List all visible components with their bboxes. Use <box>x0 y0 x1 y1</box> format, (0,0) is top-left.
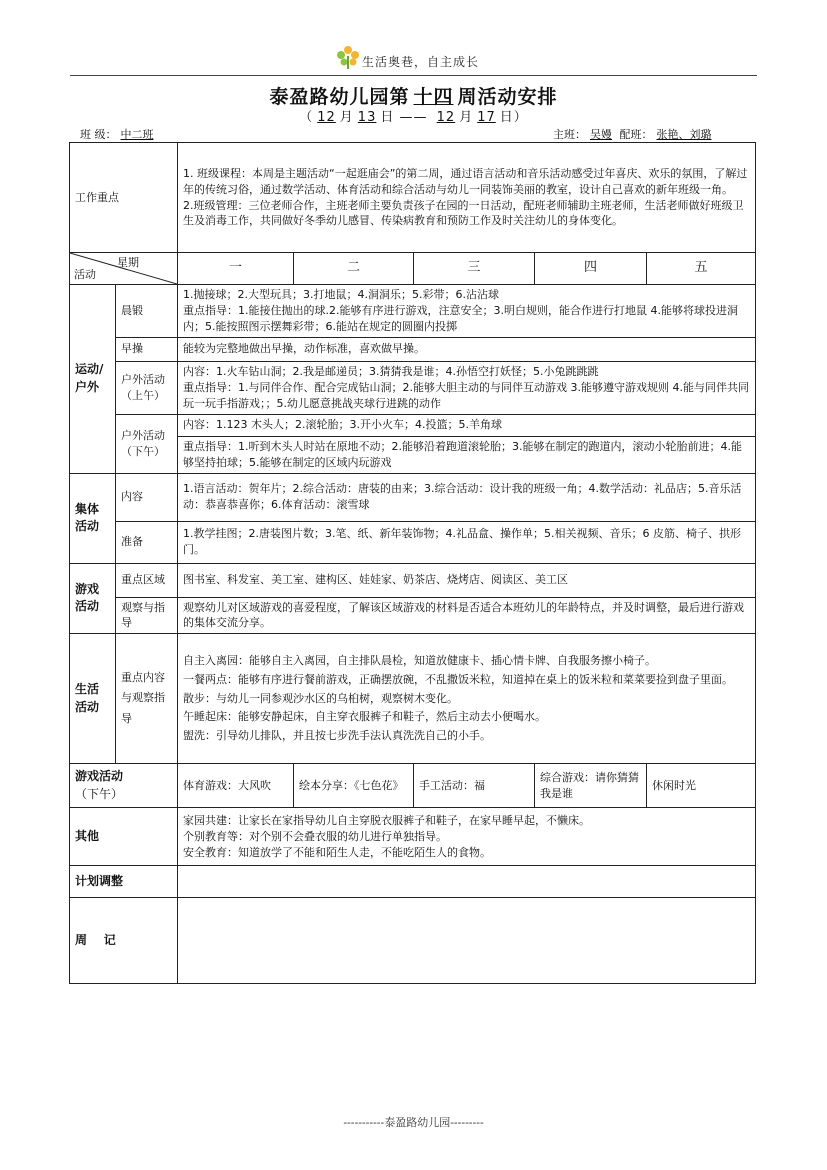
pm-games-sub: （下午） <box>75 786 124 801</box>
date-separator: —— <box>399 110 428 125</box>
morning-exercise-content <box>178 285 756 338</box>
group-prep-label: 准备 <box>116 521 178 563</box>
month-char: 月 <box>339 110 354 125</box>
row-group-prep <box>70 521 756 563</box>
start-month: 12 <box>317 110 336 125</box>
life-item: 盥洗：引导幼儿排队，并且按七步洗手法认真洗洗自己的小手。 <box>183 728 491 742</box>
plan-adjust-label: 计划调整 <box>70 866 178 898</box>
morning-exercise-label: 晨锻 <box>116 285 178 338</box>
row-week-header <box>70 253 756 285</box>
morning-drill-label: 早操 <box>116 337 178 361</box>
life-activity-label: 生活活动 <box>70 634 116 764</box>
morning-drill-content: 能较为完整地做出早操，动作标准，喜欢做早操。 <box>178 337 756 361</box>
life-item: 午睡起床：能够安静起床，自主穿衣服裤子和鞋子，然后主动去小便喝水。 <box>183 710 546 724</box>
outdoor-am-content <box>178 361 756 414</box>
pm-games-label <box>70 764 178 808</box>
week-activity-diagonal-cell <box>70 253 178 285</box>
row-life-activity <box>70 634 756 764</box>
morning-exercise-guide: 重点指导：1.能接住抛出的球.2.能够有序进行游戏，注意安全；3.明白规则，能合作进行打地鼠 4.能够将球投进洞内；5.能按照图示摆舞彩带；6.能站在规定的圆圈内投掷 <box>183 303 738 333</box>
plan-adjust-content <box>178 866 756 898</box>
outdoor-am-guide: 重点指导：1.与同伴合作、配合完成钻山洞；2.能够大胆主动的与同伴互动游戏 3.能够遵守游戏规则 4.能与同伴共同玩一玩手指游戏；；5.幼儿愿意挑战夹球行进跳的动作 <box>183 380 749 410</box>
class-label: 班 级： <box>80 128 117 141</box>
group-prep: 1.教学挂图；2.唐装图片数；3.笔、纸、新年装饰物；4.礼品盒、操作单；5.相关视频、音乐；6 皮筋、椅子、拱形门。 <box>178 521 756 563</box>
weekday-header-label: 星期 <box>117 256 139 269</box>
row-game-area <box>70 563 756 597</box>
work-focus-p1: 1. 班级课程：本周是主题活动“一起逛庙会”的第二周，通过语言活动和音乐活动感受过年喜庆、欢乐的氛围，了解过年的传统习俗，通过数学活动、体育活动和综合活动与幼儿一同装饰美丽的教室，设计自己喜欢的新年班级一角。 <box>183 166 748 196</box>
game-area-label: 重点区域 <box>116 563 178 597</box>
main-teacher-value: 吴嫚 <box>590 128 612 141</box>
outdoor-am-items: 内容：1.火车钻山洞；2.我是邮递员；3.猜猜我是谁；4.孙悟空打妖怪；5.小兔跳跳跳 <box>183 364 599 378</box>
row-morning-drill <box>70 337 756 361</box>
class-value: 中二班 <box>120 128 154 141</box>
outdoor-pm-content: 内容：1.123 木头人；2.滚轮胎；3.开小火车；4.投篮；5.羊角球 <box>178 414 756 436</box>
day-char: 日 <box>380 110 395 125</box>
teacher-field <box>553 126 716 142</box>
day-wed: 三 <box>414 253 535 285</box>
outdoor-pm-label: 户外活动（下午） <box>116 414 178 473</box>
life-activity-content <box>178 634 756 764</box>
main-teacher-label: 主班： <box>553 128 586 141</box>
life-item: 散步：与幼儿一同参观沙水区的乌桕树，观察树木变化。 <box>183 691 458 705</box>
row-group-content <box>70 473 756 521</box>
outdoor-pm-guide: 重点指导：1.听到木头人时站在原地不动；2.能够沿着跑道滚轮胎；3.能够在制定的跑道内，滚动小轮胎前进；4.能够坚持拍球；5.能够在制定的区域内玩游戏 <box>178 436 756 473</box>
row-work-focus <box>70 143 756 253</box>
life-item: 一餐两点：能够有序进行餐前游戏，正确摆放碗，不乱撒饭米粒，知道掉在桌上的饭米粒和菜菜要捡到盘子里面。 <box>183 672 733 686</box>
date-range <box>0 106 827 125</box>
month-char: 月 <box>459 110 474 125</box>
day-char-close: 日） <box>499 110 528 125</box>
game-activity-label: 游戏活动 <box>70 563 116 634</box>
pm-game-tue: 绘本分享：《七色花》 <box>294 764 414 808</box>
slogan: 生活奥巷，自主成长 <box>362 55 480 69</box>
row-morning-exercise <box>70 285 756 338</box>
date-open: （ <box>299 110 314 125</box>
day-tue: 二 <box>294 253 414 285</box>
other-item: 个别教育等：对个别不会叠衣服的幼儿进行单独指导。 <box>183 829 447 843</box>
flower-logo-icon <box>335 44 361 70</box>
group-activity-label: 集体活动 <box>70 473 116 563</box>
page-title <box>0 82 827 109</box>
work-focus-content <box>178 143 756 253</box>
other-content <box>178 808 756 866</box>
end-day: 17 <box>477 110 496 125</box>
header-rule <box>70 75 757 76</box>
title-prefix: 泰盈路幼儿园第 <box>269 86 410 108</box>
group-content-label: 内容 <box>116 473 178 521</box>
co-teacher-label: 配班： <box>619 128 653 141</box>
work-focus-p2: 2.班级管理：三位老师合作，主班老师主要负责孩子在园的一日活动，配班老师辅助主班老师，生活老师做好班级卫生及消毒工作，共同做好冬季幼儿感冒、传染病教育和预防工作及时关注幼儿的身体变化。 <box>183 198 744 228</box>
row-weekly-notes <box>70 898 756 984</box>
morning-exercise-items: 1.抛接球；2.大型玩具；3.打地鼠；4.洞洞乐；5.彩带；6.沾沾球 <box>183 288 499 301</box>
title-suffix: 周活动安排 <box>457 86 558 108</box>
pm-game-thu: 综合游戏：请你猜猜我是谁 <box>535 764 647 808</box>
start-day: 13 <box>357 110 377 125</box>
other-item: 安全教育：知道放学了不能和陌生人走，不能吃陌生人的食物。 <box>183 845 491 859</box>
pm-games-title: 游戏活动 <box>75 769 124 784</box>
pm-game-wed: 手工活动：福 <box>414 764 535 808</box>
row-pm-games <box>70 764 756 808</box>
work-focus-label: 工作重点 <box>70 143 178 253</box>
pm-game-fri: 休闲时光 <box>647 764 756 808</box>
sport-outdoor-label: 运动/户外 <box>70 285 116 474</box>
other-item: 家园共建：让家长在家指导幼儿自主穿脱衣服裤子和鞋子，在家早睡早起，不懒床。 <box>183 813 590 827</box>
day-mon: 一 <box>178 253 294 285</box>
game-observe: 观察幼儿对区域游戏的喜爱程度，了解该区域游戏的材料是否适合本班幼儿的年龄特点，并及时调整，最后进行游戏的集体交流分享。 <box>178 597 756 634</box>
day-thu: 四 <box>535 253 647 285</box>
activity-header-label: 活动 <box>74 268 96 282</box>
footer: -----------泰盈路幼儿园--------- <box>343 1116 484 1129</box>
schedule-table <box>69 142 756 984</box>
row-other <box>70 808 756 866</box>
life-activity-sub: 重点内容与观察指导 <box>116 634 178 764</box>
day-fri: 五 <box>647 253 756 285</box>
week-number: 十四 <box>413 86 454 108</box>
pm-game-mon: 体育游戏：大风吹 <box>178 764 294 808</box>
row-plan-adjust <box>70 866 756 898</box>
other-label: 其他 <box>70 808 178 866</box>
weekly-notes-content <box>178 898 756 984</box>
co-teacher-value: 张艳、刘璐 <box>656 128 712 141</box>
row-game-observe <box>70 597 756 634</box>
game-area: 图书室、科发室、美工室、建构区、娃娃家、奶茶店、烧烤店、阅读区、美工区 <box>178 563 756 597</box>
outdoor-am-label: 户外活动（上午） <box>116 361 178 414</box>
life-item: 自主入离园：能够自主入离园，自主排队晨检，知道放健康卡、插心情卡牌、自我服务擦小椅子。 <box>183 654 656 668</box>
end-month: 12 <box>436 110 456 125</box>
group-content: 1.语言活动：贺年片；2.综合活动：唐装的由来；3.综合活动：设计我的班级一角；4.数学活动：礼品店；5.音乐活动：恭喜恭喜你；6.体育活动：滚雪球 <box>178 473 756 521</box>
row-outdoor-pm <box>70 414 756 436</box>
game-observe-label: 观察与指导 <box>116 597 178 634</box>
row-outdoor-am <box>70 361 756 414</box>
class-field <box>80 126 204 142</box>
weekly-notes-label: 周 记 <box>70 898 178 984</box>
